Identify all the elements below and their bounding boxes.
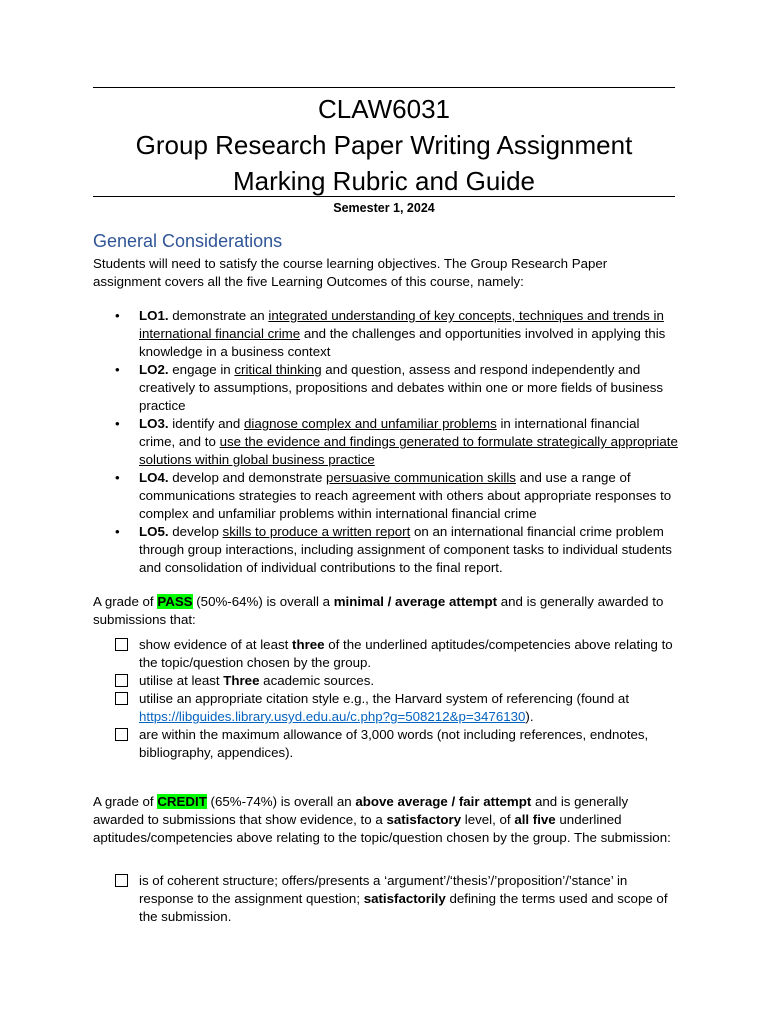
list-item: • LO3. identify and diagnose complex and unfamiliar problems in international financial crime, and to use the evidence and findings generated to formulate strategically appropriate solutions within global business practice xyxy=(115,416,678,467)
list-item: • LO1. demonstrate an integrated understanding of key concepts, techniques and trends in international financial crime and the challenges and opportunities involved in applying this knowledge in a business context xyxy=(115,308,666,359)
list-item: are within the maximum allowance of 3,000 words (not including references, endnotes, bibliography, appendices). xyxy=(115,726,675,762)
title-bottom-rule xyxy=(93,196,675,197)
checkbox[interactable] xyxy=(115,728,128,741)
credit-grade-highlight: CREDIT xyxy=(157,794,207,809)
course-code: CLAW6031 xyxy=(318,94,450,124)
title-block xyxy=(93,91,675,199)
semester-label: Semester 1, 2024 xyxy=(333,201,435,215)
list-item: show evidence of at least three of the underlined aptitudes/competencies above relating to the topic/question chosen by the group. xyxy=(115,636,675,672)
bullet-icon: • xyxy=(115,362,120,377)
list-item: • LO2. engage in critical thinking and question, assess and respond independently and creatively to assumptions, propositions and debates within one or more fields of business practice xyxy=(115,362,664,413)
document-subtitle: Marking Rubric and Guide xyxy=(232,166,536,196)
credit-checklist xyxy=(115,872,675,926)
credit-paragraph: A grade of CREDIT (65%-74%) is overall an above average / fair attempt and is generally awarded to submissions that show evidence, to a satisfactory level, of all five underlined aptitudes/competencies above relating to the topic/question chosen by the group. The submission: xyxy=(93,794,671,845)
pass-grade-highlight: PASS xyxy=(157,594,193,609)
bullet-icon: • xyxy=(115,524,120,539)
top-rule xyxy=(93,87,675,88)
list-item: • LO5. develop skills to produce a written report on an international financial crime problem through group interactions, including assignment of component tasks to individual students and consolidation of individual contributions to the final report. xyxy=(115,524,672,575)
checkbox[interactable] xyxy=(115,874,128,887)
list-item: utilise at least Three academic sources. xyxy=(115,672,675,690)
libguides-link[interactable]: https://libguides.library.usyd.edu.au/c.php?g=508212&p=3476130 xyxy=(139,709,526,724)
list-item: is of coherent structure; offers/presents a ‘argument’/‘thesis’/’proposition’/’stance’ in response to the assignment question; satisfactorily defining the terms used and scope of the submission. xyxy=(115,872,675,926)
list-item: utilise an appropriate citation style e.g., the Harvard system of referencing (found at https://libguides.library.usyd.edu.au/c.php?g=508212&p=3476130). xyxy=(115,690,675,726)
pass-checklist xyxy=(115,636,675,762)
bullet-icon: • xyxy=(115,470,120,485)
bullet-icon: • xyxy=(115,308,120,323)
checkbox[interactable] xyxy=(115,692,128,705)
checkbox[interactable] xyxy=(115,638,128,651)
checkbox[interactable] xyxy=(115,674,128,687)
document-title: Group Research Paper Writing Assignment xyxy=(135,130,633,160)
intro-paragraph: Students will need to satisfy the course learning objectives. The Group Research Paper assignment covers all the five Learning Outcomes of this course, namely: xyxy=(93,256,608,289)
list-item: • LO4. develop and demonstrate persuasive communication skills and use a range of communications strategies to reach agreement with others about appropriate responses to complex and unfamiliar problems within international financial crime xyxy=(115,470,672,521)
section-heading: General Considerations xyxy=(93,231,283,251)
bullet-icon: • xyxy=(115,416,120,431)
learning-outcomes-list xyxy=(93,307,678,577)
pass-paragraph: A grade of PASS (50%-64%) is overall a minimal / average attempt and is generally awarded to submissions that: xyxy=(93,594,664,627)
